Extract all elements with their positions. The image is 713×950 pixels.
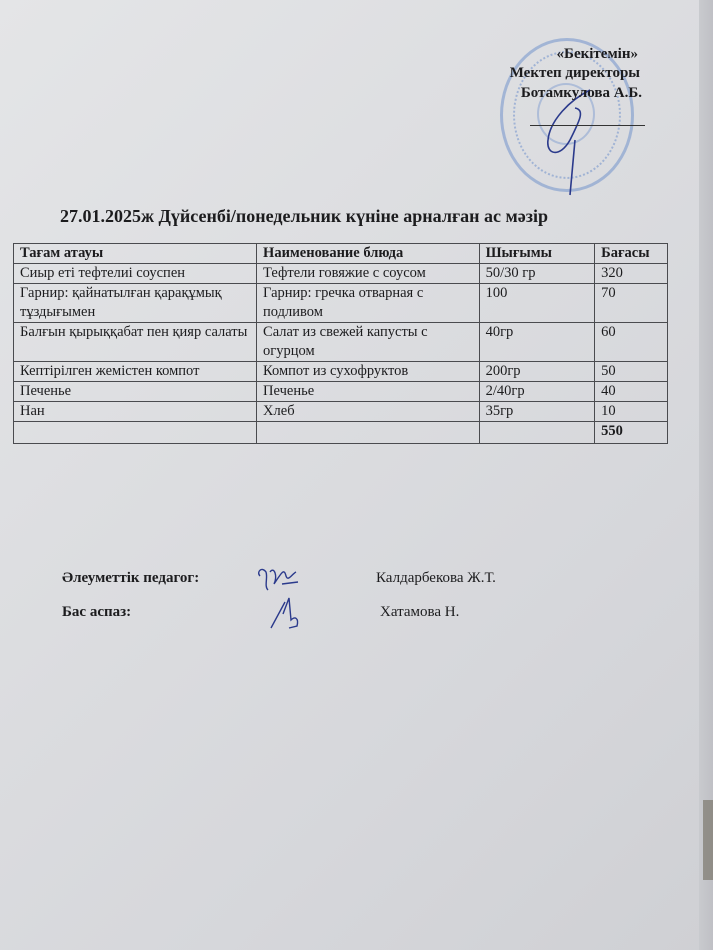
header-yield: Шығымы [479, 244, 595, 264]
signature-role: Әлеуметтік педагог: [62, 570, 200, 586]
cell-dish-ru: Салат из свежей капусты с огурцом [257, 323, 480, 362]
table-row [14, 323, 668, 362]
cell-dish-kz: Гарнир: қайнатылған қарақұмық тұздығымен [14, 284, 257, 323]
cell-dish-kz: Сиыр еті тефтелиі соуспен [14, 264, 257, 284]
menu-table [13, 243, 668, 444]
cell-price: 40 [595, 382, 668, 402]
table-row [14, 264, 668, 284]
approval-block [490, 40, 650, 160]
cell-dish-kz: Балғын қырыққабат пен қияр салаты [14, 323, 257, 362]
cell-dish-ru: Печенье [257, 382, 480, 402]
table-total-row [14, 422, 668, 444]
signature-name: Калдарбекова Ж.Т. [376, 570, 496, 586]
approval-heading: «Бекітемін» [556, 46, 638, 62]
handwritten-signature-icon [262, 592, 312, 632]
page-edge [699, 0, 713, 950]
table-row [14, 284, 668, 323]
cell-yield: 100 [479, 284, 595, 323]
cell-empty [14, 422, 257, 444]
cell-dish-kz: Нан [14, 402, 257, 422]
signature-role: Бас аспаз: [62, 604, 132, 620]
cell-dish-kz: Печенье [14, 382, 257, 402]
page-tear [703, 800, 713, 880]
approval-name: Ботамкулова А.Б. [520, 85, 642, 101]
signature-line [530, 125, 645, 126]
cell-dish-kz: Кептірілген жемістен компот [14, 362, 257, 382]
page-title: 27.01.2025ж Дүйсенбі/понедельник күніне арналған ас мәзір [60, 206, 548, 226]
cell-yield: 35гр [479, 402, 595, 422]
cell-dish-ru: Гарнир: гречка отварная с подливом [257, 284, 480, 323]
header-price: Бағасы [595, 244, 668, 264]
table-header-row [14, 244, 668, 264]
cell-yield: 2/40гр [479, 382, 595, 402]
cell-total: 550 [595, 422, 668, 444]
cell-price: 60 [595, 323, 668, 362]
handwritten-signature-icon [252, 562, 302, 596]
signature-name: Хатамова Н. [380, 604, 460, 620]
header-dish-kz: Тағам атауы [14, 244, 257, 264]
cell-price: 50 [595, 362, 668, 382]
approval-position: Мектеп директоры [509, 65, 640, 81]
cell-empty [479, 422, 595, 444]
cell-dish-ru: Тефтели говяжие с соусом [257, 264, 480, 284]
cell-yield: 40гр [479, 323, 595, 362]
cell-price: 10 [595, 402, 668, 422]
table-row [14, 402, 668, 422]
cell-yield: 50/30 гр [479, 264, 595, 284]
cell-dish-ru: Компот из сухофруктов [257, 362, 480, 382]
cell-price: 320 [595, 264, 668, 284]
cell-empty [257, 422, 480, 444]
cell-dish-ru: Хлеб [257, 402, 480, 422]
header-dish-ru: Наименование блюда [257, 244, 480, 264]
table-row [14, 382, 668, 402]
cell-price: 70 [595, 284, 668, 323]
cell-yield: 200гр [479, 362, 595, 382]
table-row [14, 362, 668, 382]
